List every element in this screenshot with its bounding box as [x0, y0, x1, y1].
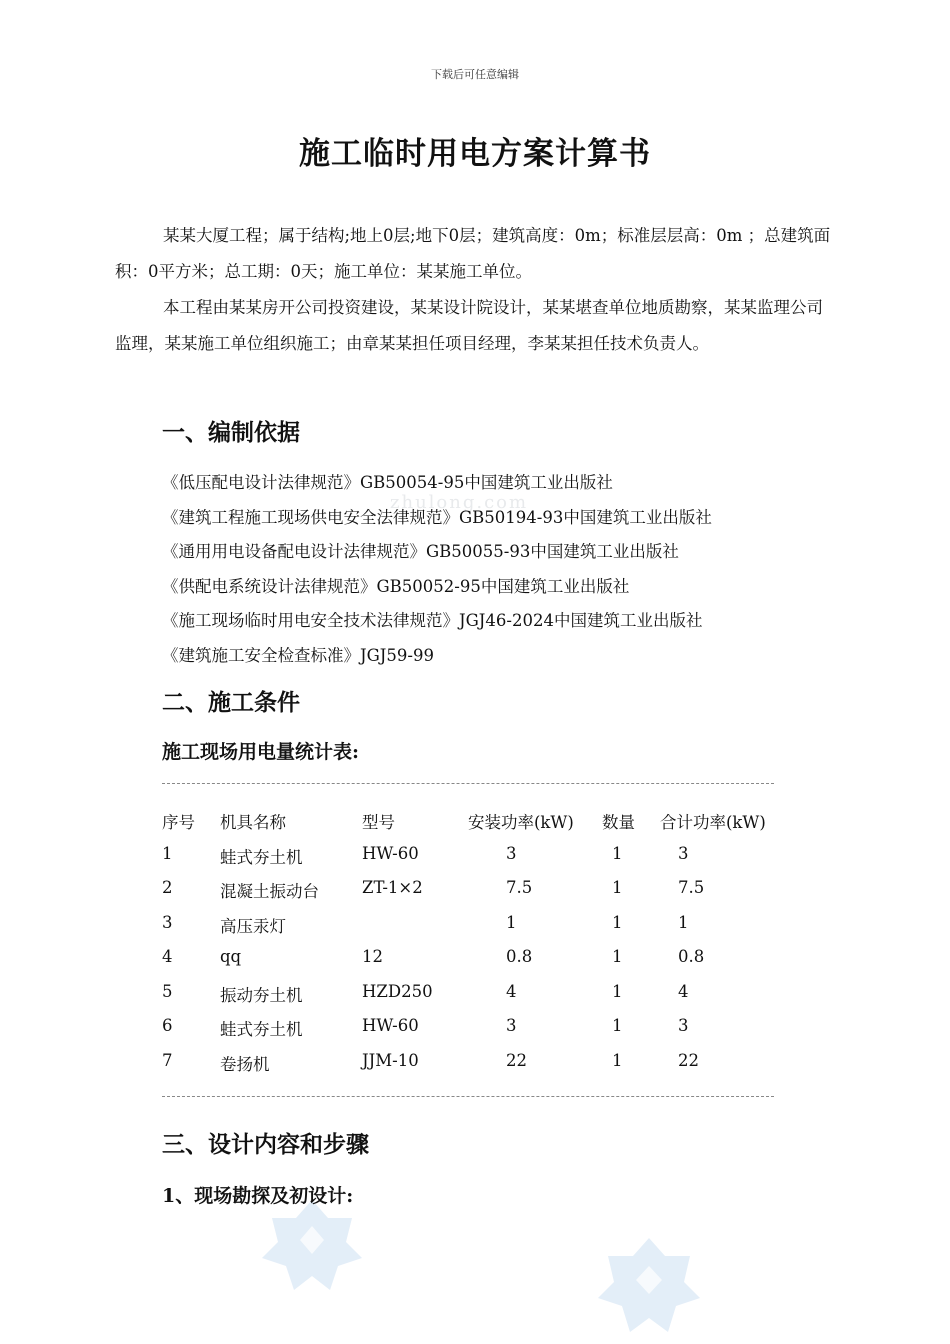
- table-cell-quantity: 1: [612, 1051, 623, 1070]
- table-cell-total-power: 7.5: [678, 878, 705, 897]
- table-cell-power: 1: [506, 913, 517, 932]
- section-heading-design: 三、设计内容和步骤: [162, 1131, 369, 1158]
- table-cell-index: 5: [162, 982, 173, 1001]
- table-cell-name: qq: [220, 947, 242, 966]
- watermark-text: zhulong.com: [390, 492, 529, 513]
- table-cell-model: HW-60: [362, 844, 419, 863]
- reference-item: 《低压配电设计法律规范》GB50054-95中国建筑工业出版社: [162, 473, 613, 492]
- intro-paragraph-1: 某某大厦工程；属于结构;地上0层;地下0层；建筑高度：0m；标准层层高：0m ；总建筑面积：0平方米；总工期：0天；施工单位：某某施工单位。: [115, 226, 831, 281]
- table-cell-index: 7: [162, 1051, 173, 1070]
- table-cell-quantity: 1: [612, 982, 623, 1001]
- reference-item: 《供配电系统设计法律规范》GB50052-95中国建筑工业出版社: [162, 577, 630, 596]
- table-cell-total-power: 1: [678, 913, 689, 932]
- table-cell-index: 2: [162, 878, 173, 897]
- table-cell-total-power: 22: [678, 1051, 699, 1070]
- table-cell-model: ZT-1×2: [362, 878, 423, 897]
- table-cell-total-power: 3: [678, 1016, 689, 1035]
- document-title: 施工临时用电方案计算书: [299, 136, 651, 172]
- watermark-logo-right: [594, 1234, 704, 1338]
- column-header-index: 序号: [162, 813, 195, 832]
- column-header-model: 型号: [362, 813, 395, 832]
- table-cell-name: 振动夯土机: [220, 986, 303, 1005]
- table-cell-power: 22: [506, 1051, 527, 1070]
- table-cell-power: 0.8: [506, 947, 533, 966]
- table-cell-total-power: 4: [678, 982, 689, 1001]
- table-cell-name: 蛙式夯土机: [220, 1020, 303, 1039]
- table-cell-power: 3: [506, 1016, 517, 1035]
- table-cell-model: HW-60: [362, 1016, 419, 1035]
- section-heading-basis: 一、编制依据: [162, 419, 300, 446]
- table-cell-total-power: 0.8: [678, 947, 705, 966]
- table-cell-power: 7.5: [506, 878, 533, 897]
- table-cell-name: 高压汞灯: [220, 917, 286, 936]
- table-cell-quantity: 1: [612, 878, 623, 897]
- watermark-logo-left: [258, 1196, 366, 1296]
- table-cell-index: 4: [162, 947, 173, 966]
- table-cell-quantity: 1: [612, 913, 623, 932]
- table-cell-power: 3: [506, 844, 517, 863]
- header-note: 下载后可任意编辑: [431, 68, 519, 81]
- section-heading-conditions: 二、施工条件: [162, 689, 300, 716]
- subsection-heading-survey: 1、现场勘探及初设计:: [162, 1185, 354, 1207]
- table-cell-model: 12: [362, 947, 383, 966]
- table-cell-power: 4: [506, 982, 517, 1001]
- table-cell-quantity: 1: [612, 1016, 623, 1035]
- reference-item: 《通用用电设备配电设计法律规范》GB50055-93中国建筑工业出版社: [162, 542, 679, 561]
- table-cell-quantity: 1: [612, 947, 623, 966]
- table-bottom-rule: [162, 1096, 774, 1097]
- reference-item: 《建筑施工安全检查标准》JGJ59-99: [162, 646, 434, 665]
- table-cell-index: 3: [162, 913, 173, 932]
- table-cell-model: JJM-10: [362, 1051, 419, 1070]
- table-cell-name: 卷扬机: [220, 1055, 270, 1074]
- reference-item: 《建筑工程施工现场供电安全法律规范》GB50194-93中国建筑工业出版社: [162, 508, 712, 527]
- table-top-rule: [162, 783, 774, 784]
- table-cell-name: 蛙式夯土机: [220, 848, 303, 867]
- column-header-quantity: 数量: [602, 813, 635, 832]
- reference-item: 《施工现场临时用电安全技术法律规范》JGJ46-2024中国建筑工业出版社: [162, 611, 703, 630]
- intro-paragraph-2: 本工程由某某房开公司投资建设，某某设计院设计，某某堪查单位地质勘察，某某监理公司监理，某某施工单位组织施工；由章某某担任项目经理，李某某担任技术负责人。: [115, 298, 823, 353]
- table-cell-index: 6: [162, 1016, 173, 1035]
- table-cell-total-power: 3: [678, 844, 689, 863]
- column-header-name: 机具名称: [220, 813, 286, 832]
- table-cell-quantity: 1: [612, 844, 623, 863]
- column-header-total-power: 合计功率(kW): [660, 813, 766, 832]
- column-header-power: 安装功率(kW): [468, 813, 574, 832]
- table-cell-name: 混凝土振动台: [220, 882, 319, 901]
- table-cell-index: 1: [162, 844, 173, 863]
- table-cell-model: HZD250: [362, 982, 433, 1001]
- table-caption: 施工现场用电量统计表:: [162, 741, 360, 763]
